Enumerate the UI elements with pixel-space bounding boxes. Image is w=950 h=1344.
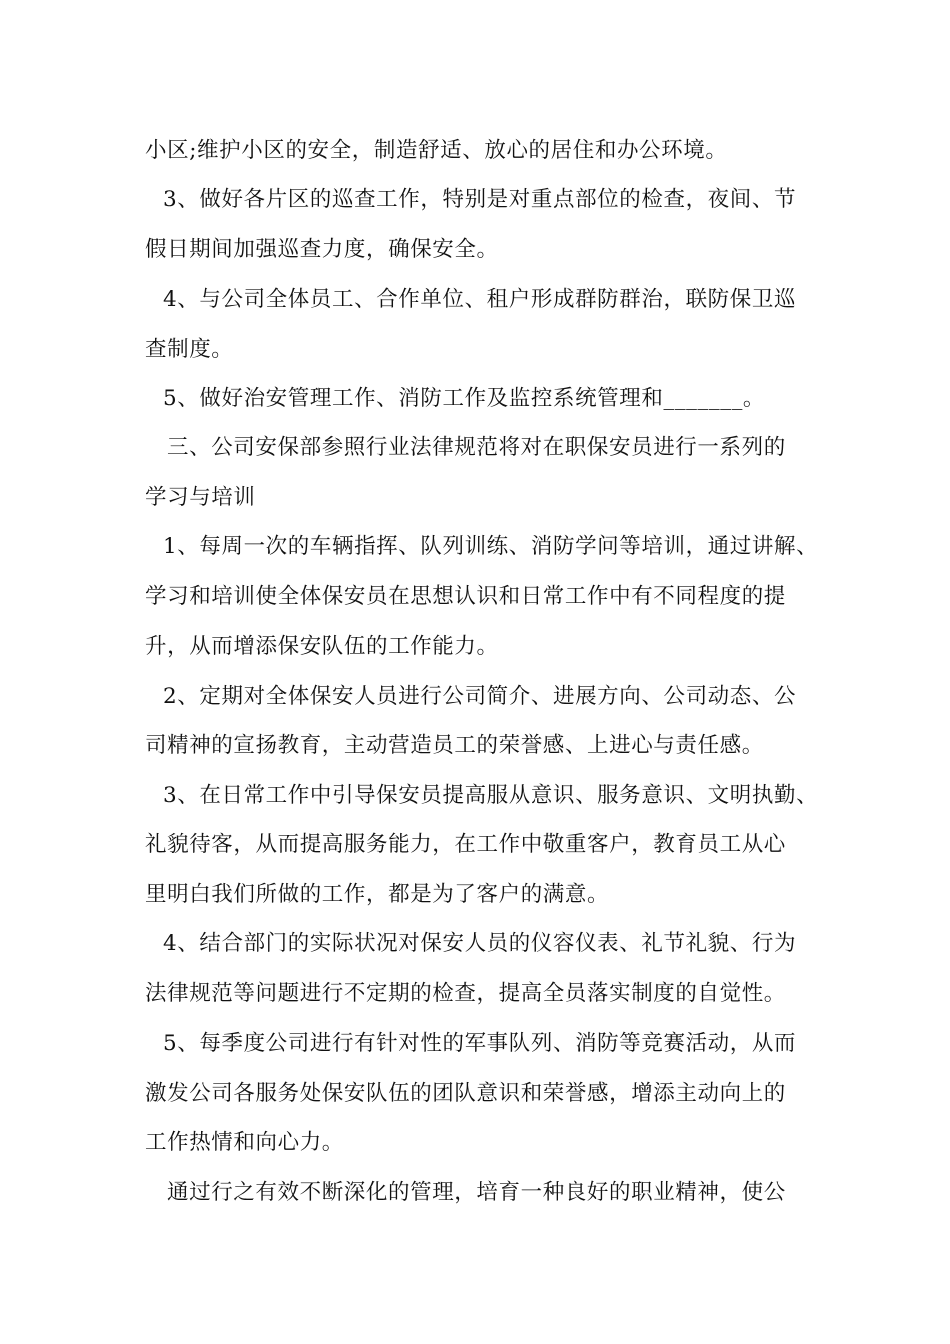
text-line: 4、与公司全体员工、合作单位、租户形成群防群治，联防保卫巡 [163,287,797,312]
text-line: 升，从而增添保安队伍的工作能力。 [145,634,499,659]
text-line: 学习和培训使全体保安员在思想认识和日常工作中有不同程度的提 [145,584,786,609]
text-line: 小区;维护小区的安全，制造舒适、放心的居住和办公环境。 [145,138,728,163]
text-line: 2、定期对全体保安人员进行公司简介、进展方向、公司动态、公 [163,684,797,709]
text-line: 假日期间加强巡查力度，确保安全。 [145,237,499,262]
text-line: 4、结合部门的实际状况对保安人员的仪容仪表、礼节礼貌、行为 [163,931,797,956]
text-line: 激发公司各服务处保安队伍的团队意识和荣誉感，增添主动向上的 [145,1081,786,1106]
text-line: 查制度。 [145,337,234,362]
text-line: 5、做好治安管理工作、消防工作及监控系统管理和_______。 [163,386,766,411]
text-line: 里明白我们所做的工作，都是为了客户的满意。 [145,882,610,907]
text-line: 工作热情和向心力。 [145,1130,344,1155]
text-line: 1、每周一次的车辆指挥、队列训练、消防学问等培训，通过讲解、 [163,534,819,559]
text-line: 礼貌待客，从而提高服务能力，在工作中敬重客户，教育员工从心 [145,832,786,857]
text-line: 3、做好各片区的巡查工作，特别是对重点部位的检查，夜间、节 [163,187,797,212]
text-line: 5、每季度公司进行有针对性的军事队列、消防等竞赛活动，从而 [163,1031,797,1056]
text-line: 通过行之有效不断深化的管理，培育一种良好的职业精神，使公 [167,1180,786,1205]
text-line: 3、在日常工作中引导保安员提高服从意识、服务意识、文明执勤、 [163,783,819,808]
text-line: 法律规范等问题进行不定期的检查，提高全员落实制度的自觉性。 [145,981,786,1006]
text-line: 司精神的宣扬教育，主动营造员工的荣誉感、上进心与责任感。 [145,733,764,758]
text-line: 三、公司安保部参照行业法律规范将对在职保安员进行一系列的 [167,435,786,460]
text-line: 学习与培训 [145,485,256,510]
